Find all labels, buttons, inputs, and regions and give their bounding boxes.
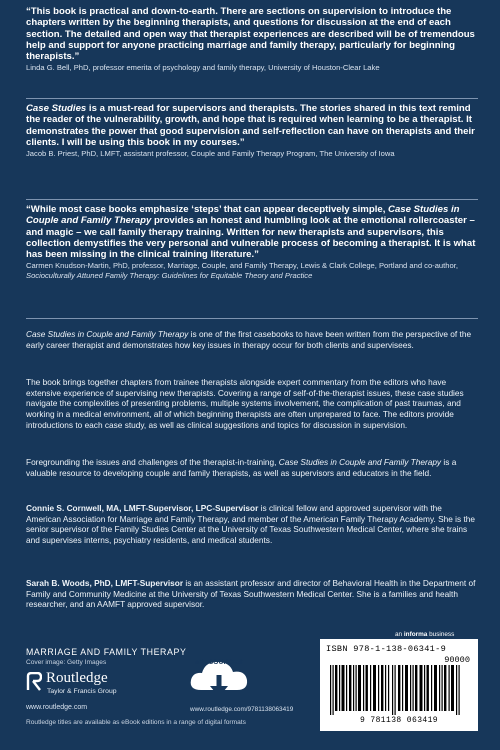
cover-credit: Cover image: Getty Images: [26, 659, 107, 666]
editor-name-2: Sarah B. Woods, PhD, LMFT-Supervisor: [26, 578, 184, 588]
publisher-name: Routledge: [46, 670, 108, 686]
isbn-number: ISBN 978-1-138-06341-9: [326, 644, 447, 654]
endorsement-3: [26, 204, 478, 281]
publisher-url[interactable]: www.routledge.com: [26, 704, 88, 711]
divider: [26, 98, 478, 99]
endorsement-1-text: “This book is practical and down-to-earth. There are sections on supervision to introduce the chapters written by the beginning therapists, and questions for discussion at the end of each section. The detailed and open way that therapist experiences are described will be of tremendous help and support for anyone practicing marriage and family therapy, particularly for beginning therapists.”: [26, 6, 475, 63]
divider: [26, 199, 478, 200]
informa-imprint: an informa business: [395, 631, 455, 638]
endorsement-2-book-title: Case Studies: [26, 103, 87, 114]
publisher-group: Taylor & Francis Group: [47, 688, 117, 695]
endorsement-2-text: Case Studies is a must-read for supervisors and therapists. The stories shared in this text remind the reader of the vulnerability, growth, and hope that is required when learning to be a therapist. It demonstrates the power that good supervision and self-reflection can have on therapists and their clients. I will be using this book in my courses.”: [26, 103, 475, 148]
endorsement-1-attribution: Linda G. Bell, PhD, professor emerita of psychology and family therapy, University of Houston-Clear Lake: [26, 63, 380, 73]
eresources-url[interactable]: www.routledge.com/9781138063419: [190, 706, 294, 713]
series-label: MARRIAGE AND FAMILY THERAPY: [26, 647, 187, 657]
ebook-footer-note: Routledge titles are available as eBook editions in a range of digital formats: [26, 719, 246, 726]
price-code: 90000: [444, 655, 470, 665]
editor-name-1: Connie S. Cornwell, MA, LMFT-Supervisor, LPC-Supervisor: [26, 503, 259, 513]
endorsement-3-cited-title: Socioculturally Attuned Family Therapy: Guidelines for Equitable Theory and Practice: [26, 271, 313, 281]
editor-bio-2: Sarah B. Woods, PhD, LMFT-Supervisor is an assistant professor and director of Behavioral Health in the Department of Family and Community Medicine at the University of Texas Southwestern Medical Center. She is a families and health researcher, and an AAMFT approved supervisor.: [26, 578, 476, 610]
divider: [26, 318, 478, 319]
barcode-digits: 9 781138 063419: [359, 716, 438, 725]
endorsement-2-attribution: Jacob B. Priest, PhD, LMFT, assistant professor, Couple and Family Therapy Program, The University of Iowa: [26, 149, 395, 159]
routledge-logo-icon: [26, 672, 42, 692]
description-paragraph-2: The book brings together chapters from trainee therapists alongside expert commentary from the editors who have extensive experience of supervising new therapists. Covering a range of self-of-the-therapist issues, these case studies navigate the complexities of presenting problems, multiple systems involvement, the complication of past traumas, and working in a medical environment, all of which beginning therapists are often unprepared to face. The editors provide introductions to each case study, as well as clinical suggestions and topics for discussion in supervision.: [26, 377, 464, 430]
endorsement-3-text: “While most case books emphasize ‘steps’ that can appear deceptively simple, Case Studies in Couple and Family Therapy provides an honest and humbling look at the emotional rollercoaster – and magic – we call family therapy training. Written for new therapists and supervisors, this collection demystifies the very personal and vulnerable process of becoming a therapist. It is what has been missing in the clinical training literature.”: [26, 204, 476, 261]
endorsement-1: [26, 6, 478, 73]
endorsement-3-book-title: Case Studies in Couple and Family Therapy: [26, 204, 460, 227]
description-paragraph-1: Case Studies in Couple and Family Therapy is one of the first casebooks to have been written from the perspective of the early career therapist and demonstrates how key issues in therapy occur for both clients and supervisees.: [26, 329, 472, 350]
editor-bio-1: Connie S. Cornwell, MA, LMFT-Supervisor, LPC-Supervisor is clinical fellow and approved supervisor with the American Association for Marriage and Family Therapy, and member of the American Family Therapy Academy. She is the senior supervisor of the Family Studies Center at the University of Texas Southwestern Medical Center, where she trains and supervises interns, psychiatry residents, and medical students.: [26, 503, 475, 546]
description-paragraph-3: Foregrounding the issues and challenges of the therapist-in-training, Case Studies in Couple and Family Therapy is a valuable resource to developing couple and family therapists, as well as supervisors and educators in the field.: [26, 457, 457, 478]
eresources-label: eRESOURCES: [195, 659, 243, 666]
barcode-panel: [320, 639, 478, 731]
endorsement-2: [26, 103, 478, 159]
endorsement-3-attribution: Carmen Knudson-Martin, PhD, professor, Marriage, Couple, and Family Therapy, Lewis & Clark College, Portland and co-author, Socioculturally Attuned Family Therapy: Guidelines for Equitable Theory and Practice: [26, 261, 458, 281]
barcode-graphic: [328, 665, 468, 715]
